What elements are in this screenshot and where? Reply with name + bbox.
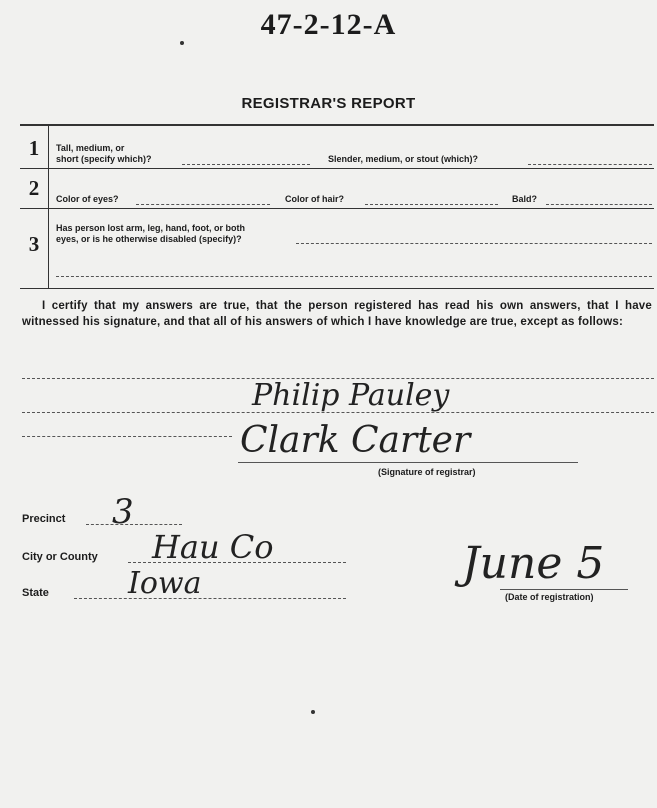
precinct-line <box>86 524 182 525</box>
state-line <box>74 598 346 599</box>
exception-line <box>22 436 232 437</box>
height-answer-line <box>182 164 310 165</box>
city-county-label: City or County <box>22 551 98 563</box>
date-caption: (Date of registration) <box>505 592 594 602</box>
row-divider <box>20 208 654 209</box>
row-divider <box>20 168 654 169</box>
state-value: Iowa <box>128 566 202 601</box>
bald-answer-line <box>546 204 652 205</box>
question-number: 3 <box>28 232 40 256</box>
certification-text: I certify that my answers are true, that the person registered has read his own answers, that I have witnessed his signature, and that all of his answers of which I have knowledge are true, except as follows: <box>22 300 652 328</box>
build-label: Tall, medium, or <box>56 143 125 153</box>
registration-date: June 5 <box>462 538 605 589</box>
disability-label: Has person lost arm, leg, hand, foot, or both <box>56 223 246 233</box>
precinct-value: 3 <box>112 492 134 532</box>
questions-table <box>20 124 654 289</box>
number-column-divider <box>48 126 49 288</box>
handwritten-name: Philip Pauley <box>252 378 450 413</box>
question-number: 2 <box>28 176 40 200</box>
serial-number: 47-2-12-A <box>260 8 397 41</box>
disability-label-2: eyes, or is he otherwise disabled (specify)? <box>56 234 242 244</box>
question-number: 1 <box>28 136 40 160</box>
date-line <box>500 589 628 590</box>
registrar-signature: Clark Carter <box>240 420 471 461</box>
disability-answer-line-2 <box>56 276 652 277</box>
precinct-label: Precinct <box>22 513 66 525</box>
city-county-value: Hau Co <box>152 528 274 566</box>
build-type-label: Slender, medium, or stout (which)? <box>328 154 479 164</box>
hair-color-label: Color of hair? <box>285 194 344 204</box>
eye-color-answer-line <box>136 204 270 205</box>
ink-speck <box>311 710 315 714</box>
eye-color-label: Color of eyes? <box>56 194 119 204</box>
build-label-2: short (specify which)? <box>56 154 152 164</box>
signature-caption: (Signature of registrar) <box>378 467 476 477</box>
bald-label: Bald? <box>512 194 538 204</box>
hair-color-answer-line <box>365 204 498 205</box>
disability-answer-line <box>296 243 652 244</box>
report-title: REGISTRAR'S REPORT <box>241 95 416 112</box>
build-answer-line <box>528 164 652 165</box>
state-label: State <box>22 587 49 599</box>
ink-speck <box>180 41 184 45</box>
signature-line <box>238 462 578 463</box>
